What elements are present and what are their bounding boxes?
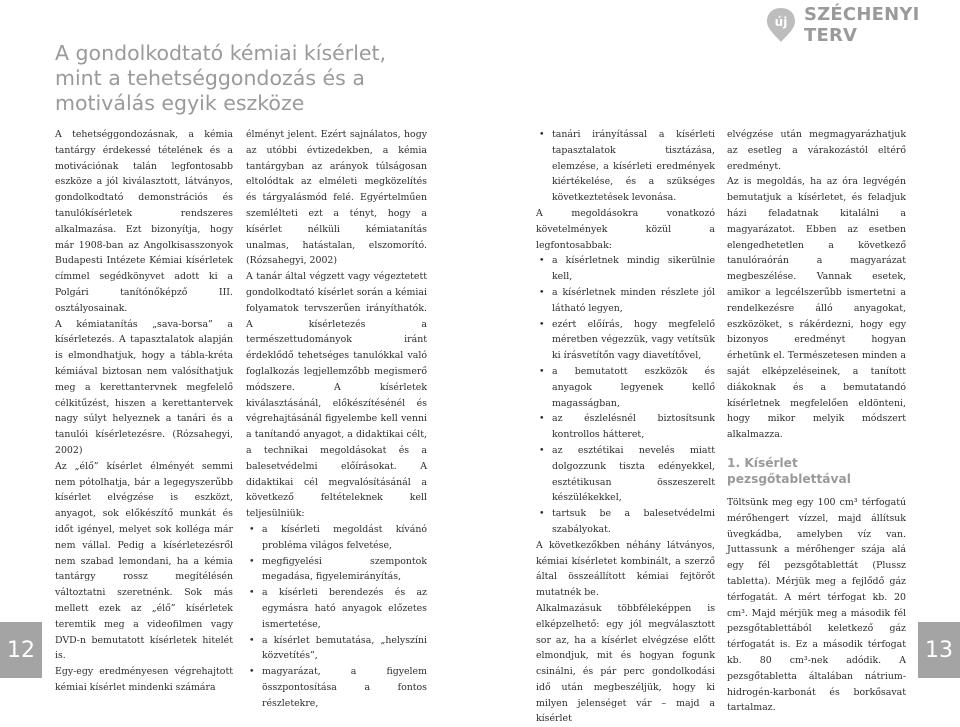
logo-text: SZÉCHENYI TERV <box>804 4 920 46</box>
paragraph: A tanár által végzett vagy végeztetett gondolkodtató kísérlet során a kémiai folyamatok tervszerűen irányíthatók. A kísérletezés a természettudományok iránt érdeklődő tehetséges tanulókkal való foglalkozás legjellemzőbb megismerő módszere. A kísérletek kiválasztásánál, előkészítésénél és végrehajtásánál figyelembe kell venni a tanítandó anyagot, a didaktikai célt, a technikai megoldásokat és a balesetvédelmi előírásokat. A didaktikai cél megvalósításánál a következő feltételeknek kell teljesülniük: <box>246 271 427 520</box>
text-column-3 <box>536 127 715 727</box>
logo-mark-icon <box>764 6 798 44</box>
list-item: • a kísérlet bemutatása, „helyszíni közvetítés”, <box>262 633 427 665</box>
solution-requirements-list <box>536 253 715 537</box>
list-item: • az esztétikai nevelés miatt dolgozzunk tiszta edényekkel, esztétikusan összeszerelt készülékekkel, <box>552 443 715 506</box>
paragraph: Egy-egy eredményesen végrehajtott kémiai kísérlet mindenki számára <box>55 666 233 693</box>
section-heading: 1. Kísérlet pezsgőtablettával <box>727 455 851 486</box>
list-item: • ezért előírás, hogy megfelelő méretben végezzük, vagy vetítsük ki írásvetítőn vagy diavetítővel, <box>552 317 715 364</box>
paragraph: Alkalmazásuk többféleképpen is elképzelhető: egy jól megválasztott sor az, ha a kísérlet elvégzése előtt elmondjuk, mit és hogyan fogunk csinálni, és pár perc gondolkodási idő után megbeszéljük, hogy ki milyen jelenséget vár – majd a kísérlet <box>536 602 715 725</box>
paragraph: Az is megoldás, ha az óra legvégén bemutatjuk a kísérletet, és feladjuk házi feladatnak kitalálni a magyarázatot. Ebben az esetben elengedhetetlen a következő tanulóraórán a magyarázat megbeszélése. Vannak esetek, amikor a legcélszerűbb ismertetni a rendelkezésre álló anyagokat, eszközöket, s rákérdezni, hogy egy bizonyos eredményt hogyan érhetünk el. Természetesen minden a saját elképzeléseinek, a tanított diákoknak és a bemutatandó kísérletnek megfelelően eldönteni, hogy mikor melyik módszert alkalmazza. <box>727 176 906 441</box>
requirements-list-continued <box>536 127 715 206</box>
paragraph: Töltsünk meg egy 100 cm³ térfogatú mérőhengert vízzel, majd állítsuk üvegkádba, amelyben víz van. Juttassunk a mérőhenger szája alá egy fél pezsgőtablettát (Plussz tabletta). Mérjük meg a fejlődő gáz térfogatát. A mért térfogat kb. 20 cm³. Majd mérjük meg a második fél pezsgőtablettából keletkező gáz térfogatát is. Ez a második térfogat kb. 80 cm³-nek adódik. A pezsgőtabletta általában nátrium-hidrogén-karbonát és borkősavat tartalmaz. <box>727 496 906 714</box>
text-column-2 <box>246 127 427 711</box>
list-item: • a kísérletnek minden részlete jól látható legyen, <box>552 285 715 317</box>
paragraph: élményt jelent. Ezért sajnálatos, hogy az utóbbi évtizedekben, a kémia tantárgyban az arányok túlságosan eltolódtak az elméleti megközelítés és tárgyalásmód felé. Egyértelműen szemlélteti ezt a tényt, hogy a kísérlet nélküli kémiatanítás unalmas, hatástalan, elszomorító. (Rózsahegyi, 2002) <box>246 129 427 267</box>
text-column-4 <box>727 127 906 716</box>
paragraph: A kémiatanítás „sava-borsa” a kísérletezés. A tapasztalatok alapján is elmondhatjuk, hogy a tábla-kréta kémiával biztosan nem valósíthatjuk meg a kerettantervnek megfelelő célkitűzést, hiszen a kerettantervek nagy súlyt helyeznek a tanári és a tanulói kísérletezésre. (Rózsahegyi, 2002) <box>55 318 233 456</box>
paragraph: Az „élő” kísérlet élményét semmi nem pótolhatja, bár a legegyszerűbb kísérlet elvégzése is eszközt, anyagot, sok előkészítő munkát és időt igényel, melyet sok kolléga már nem vállal. Pedig a kísérletezésről nem szabad lemondani, ha a kémia tantárgy rossz megítélésén változtatni szeretnénk. Sok más mellett ezek az „élő” kísérletek teremtik meg a videofilmen vagy DVD-n bemutatott kísérletek hitelét is. <box>55 460 233 662</box>
paragraph: A tehetséggondozásnak, a kémia tantárgy érdekessé tételének és a motivációnak talán legfontosabb eszköze a jól kiválasztott, látványos, gondolkodtató demonstrációs és tanulókísérletek rendszeres alkalmazása. Ezt bizonyítja, hogy már 1908-ban az Angolkisasszonyok Budapesti Intézete Kémiai kísérletek címmel segédkönyvet adott ki a Polgári tanítónőképző III. osztályosainak. <box>55 129 233 314</box>
list-item: • megfigyelési szempontok megadása, figyelemirányítás, <box>262 554 427 586</box>
page-number-right: 13 <box>918 622 960 678</box>
logo-mark-letters: új <box>774 15 788 29</box>
list-item: • a bemutatott eszközök és anyagok legyenek kellő magasságban, <box>552 364 715 411</box>
list-item: • tartsuk be a balesetvédelmi szabályokat. <box>552 506 715 538</box>
list-item: • magyarázat, a figyelem összpontosítása a fontos részletekre, <box>262 664 427 711</box>
article-title: A gondolkodtató kémiai kísérlet, mint a tehetséggondozás és a motiválás egyik eszköze <box>55 41 387 115</box>
szechenyi-terv-logo <box>764 4 960 46</box>
list-item: • a kísérleti berendezés és az egymásra ható anyagok előzetes ismertetése, <box>262 585 427 632</box>
paragraph: A megoldásokra vonatkozó követelmények közül a legfontosabbak: <box>536 207 715 251</box>
list-item: • a kísérletnek mindig sikerülnie kell, <box>552 253 715 285</box>
paragraph: elvégzése után megmagyarázhatjuk az esetleg a várakozástól eltérő eredményt. <box>727 129 906 172</box>
list-item: • tanári irányítással a kísérleti tapasztalatok tisztázása, elemzése, a kísérleti eredmények kiértékelése, és a szükséges következtetések levonása. <box>552 127 715 206</box>
text-column-1 <box>55 127 233 696</box>
list-item: • az észlelésnél biztosítsunk kontrollos hátteret, <box>552 411 715 443</box>
page-number-left: 12 <box>0 622 42 678</box>
paragraph: A következőkben néhány látványos, kémiai kísérletet kombinált, a szerző által összeállított kémiai fejtörőt mutatnék be. <box>536 539 715 599</box>
requirements-list <box>246 522 427 712</box>
list-item: • a kísérleti megoldást kívánó probléma világos felvetése, <box>262 522 427 554</box>
